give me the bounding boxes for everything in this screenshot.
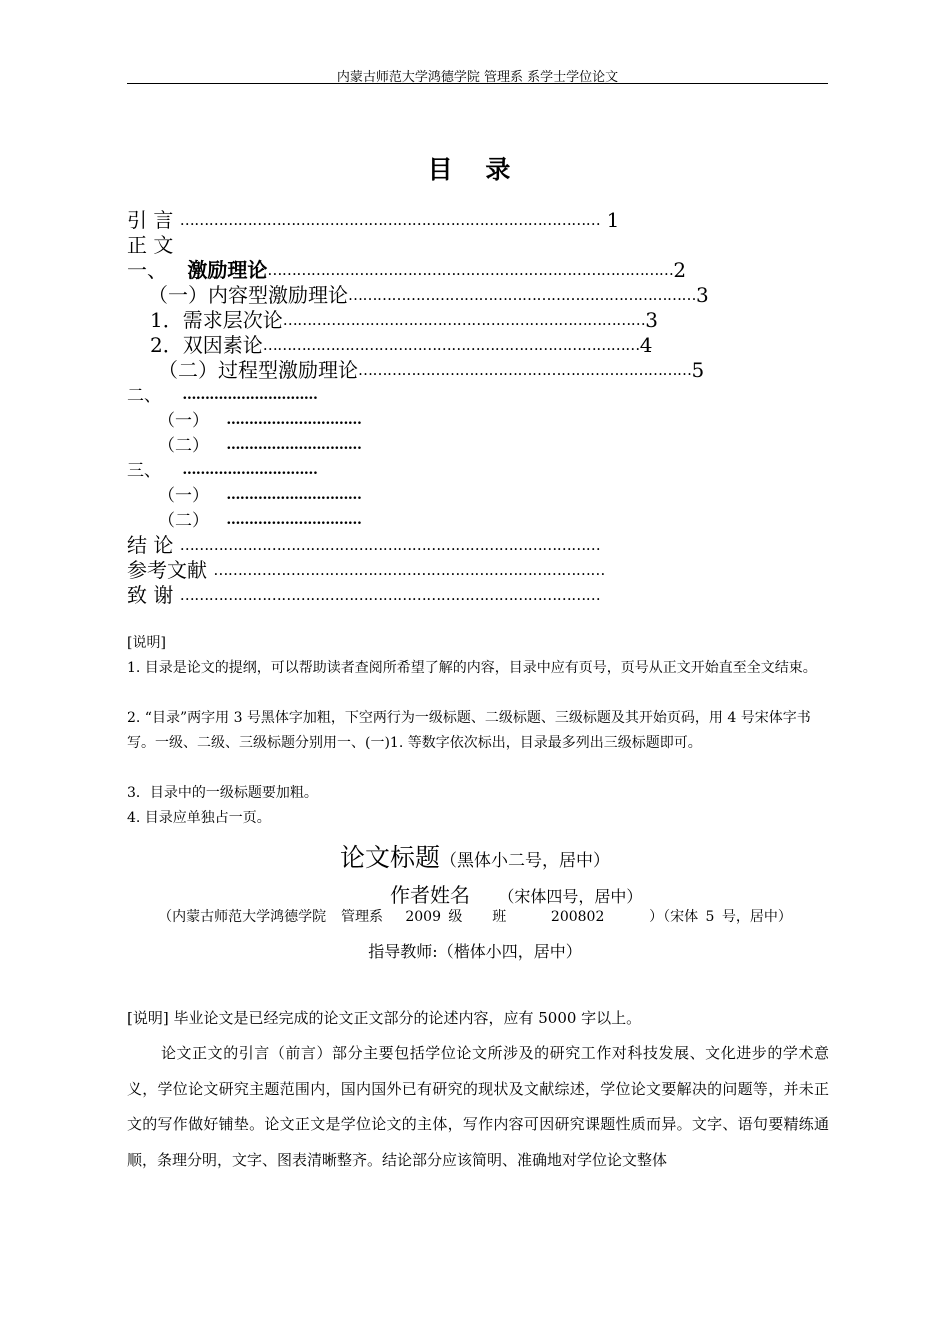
toc-entry-chapter-2[interactable] bbox=[127, 383, 317, 409]
toc-title: 目 录 bbox=[427, 155, 523, 184]
toc-entry-section-1-2[interactable] bbox=[158, 358, 704, 383]
toc-leader-dots: ………………………………………………………………… bbox=[282, 311, 646, 329]
toc-entry-page: 3 bbox=[696, 283, 709, 307]
toc-entry-label: 参考文献 bbox=[127, 558, 207, 582]
toc-entry-label: 正 文 bbox=[127, 233, 174, 257]
toc-leader-dots: …………………………………………………………… bbox=[358, 361, 692, 379]
toc-entry-label: （一）内容型激励理论 bbox=[148, 283, 348, 307]
toc-entry-label: 三、 bbox=[127, 461, 161, 481]
toc-entry-label: （二） bbox=[158, 511, 209, 531]
notes-heading: [说明] bbox=[127, 635, 166, 651]
toc-entry-page: 1 bbox=[606, 208, 620, 232]
toc-entry-label: （一） bbox=[158, 411, 209, 431]
page-header: 内蒙古师范大学鸿德学院 管理系 系学士学位论文 bbox=[336, 70, 619, 85]
toc-entry-subsection-1[interactable] bbox=[150, 308, 658, 333]
author-line bbox=[390, 879, 642, 908]
paper-title-hint: （黑体小二号，居中） bbox=[440, 851, 610, 871]
toc-leader-dots: ………………………………………………………………………… bbox=[267, 261, 674, 279]
toc-leader-dots: ………………………… bbox=[182, 462, 318, 478]
body-note: [说明] 毕业论文是已经完成的论文正文部分的论述内容，应有 5000 字以上。 bbox=[127, 1009, 642, 1027]
toc-entry-chapter-1[interactable] bbox=[127, 258, 686, 283]
toc-leader-dots: ………………………… bbox=[182, 387, 318, 403]
toc-leader-dots: ………………………… bbox=[226, 487, 362, 503]
body-paragraph: 论文正文的引言（前言）部分主要包括学位论文所涉及的研究工作对科技发展、文化进步的学术意义，学位论文研究主题范围内，国内国外已有研究的现状及文献综述，学位论文要解决的问题等，并未正文的写作做好铺垫。论文正文是学位论文的主体，写作内容可因研究课题性质而异。文字、语句要精练通顺，条理分明，文字、图表清晰整齐。结论部分应该简明、准确地对学位论文整体 bbox=[127, 1044, 829, 1169]
toc-leader-dots: ………………………… bbox=[226, 412, 362, 428]
toc-leader-dots: …………………………………………………………………………… bbox=[179, 586, 601, 604]
toc-entry-label: （二）过程型激励理论 bbox=[158, 358, 358, 382]
toc-entry-number: 一、 bbox=[127, 258, 167, 282]
toc-entry-label: 引 言 bbox=[127, 208, 174, 232]
toc-entry-acknowledgements[interactable] bbox=[127, 583, 600, 608]
toc-leader-dots: …………………………………………………………………… bbox=[262, 336, 640, 354]
toc-entry-chapter-3[interactable] bbox=[127, 458, 317, 484]
author-hint: （宋体四号，居中） bbox=[498, 887, 643, 906]
toc-entry-section-3-1[interactable] bbox=[158, 483, 361, 509]
paper-title bbox=[0, 838, 950, 874]
toc-entry-page: 4 bbox=[639, 333, 653, 357]
toc-entry-page: 3 bbox=[645, 308, 658, 332]
toc-entry-label: 结 论 bbox=[127, 533, 174, 557]
toc-entry-introduction[interactable] bbox=[127, 208, 619, 233]
toc-leader-dots: …………………………………………………………………………… bbox=[179, 536, 601, 554]
header-rule bbox=[127, 83, 828, 84]
note-item-4: 4. 目录应单独占一页。 bbox=[127, 810, 271, 826]
toc-leader-dots: ………………………… bbox=[226, 512, 362, 528]
toc-entry-section-2-1[interactable] bbox=[158, 408, 361, 434]
toc-entry-label: 致 谢 bbox=[127, 583, 174, 607]
toc-entry-label: 1．需求层次论 bbox=[150, 308, 283, 332]
toc-leader-dots: ………………………… bbox=[226, 437, 362, 453]
toc-entry-label: 激励理论 bbox=[187, 258, 268, 282]
toc-entry-label: （二） bbox=[158, 436, 209, 456]
toc-entry-section-1-1[interactable] bbox=[148, 283, 709, 308]
paper-title-text: 论文标题 bbox=[339, 843, 440, 872]
advisor-line: 指导教师:（楷体小四，居中） bbox=[368, 942, 582, 961]
note-item-2: 2. “目录”两字用 3 号黑体字加粗，下空两行为一级标题、二级标题、三级标题及其开始页码，用 4 号宋体字书写。一级、二级、三级标题分别用一、(一)1. 等数字依次标出，目录最多列出三级标题即可。 bbox=[127, 710, 811, 751]
author-name: 作者姓名 bbox=[390, 883, 470, 907]
toc-entry-body[interactable] bbox=[127, 233, 173, 258]
toc-entry-subsection-2[interactable] bbox=[150, 333, 652, 358]
toc-entry-conclusion[interactable] bbox=[127, 533, 600, 558]
toc-entry-label: 2．双因素论 bbox=[150, 333, 263, 357]
affiliation-line: （内蒙古师范大学鸿德学院 管理系 2009 级 班 200802 ）（宋体 5 号，居中） bbox=[158, 909, 792, 925]
toc-entry-label: （一） bbox=[158, 486, 209, 506]
toc-entry-page: 2 bbox=[673, 258, 687, 282]
toc-leader-dots: …………………………………………………………………………… bbox=[179, 211, 601, 229]
toc-entry-references[interactable] bbox=[127, 558, 605, 583]
toc-entry-section-3-2[interactable] bbox=[158, 508, 361, 534]
toc-entry-label: 二、 bbox=[127, 386, 161, 406]
toc-leader-dots: ……………………………………………………………… bbox=[348, 286, 696, 304]
toc-entry-page: 5 bbox=[691, 358, 705, 382]
note-item-1: 1. 目录是论文的提纲，可以帮助读者查阅所希望了解的内容，目录中应有页号，页号从正文开始直至全文结束。 bbox=[127, 660, 817, 676]
toc-leader-dots: ……………………………………………………………………… bbox=[213, 561, 605, 579]
toc-entry-section-2-2[interactable] bbox=[158, 433, 361, 459]
note-item-3: 3．目录中的一级标题要加粗。 bbox=[127, 785, 318, 801]
